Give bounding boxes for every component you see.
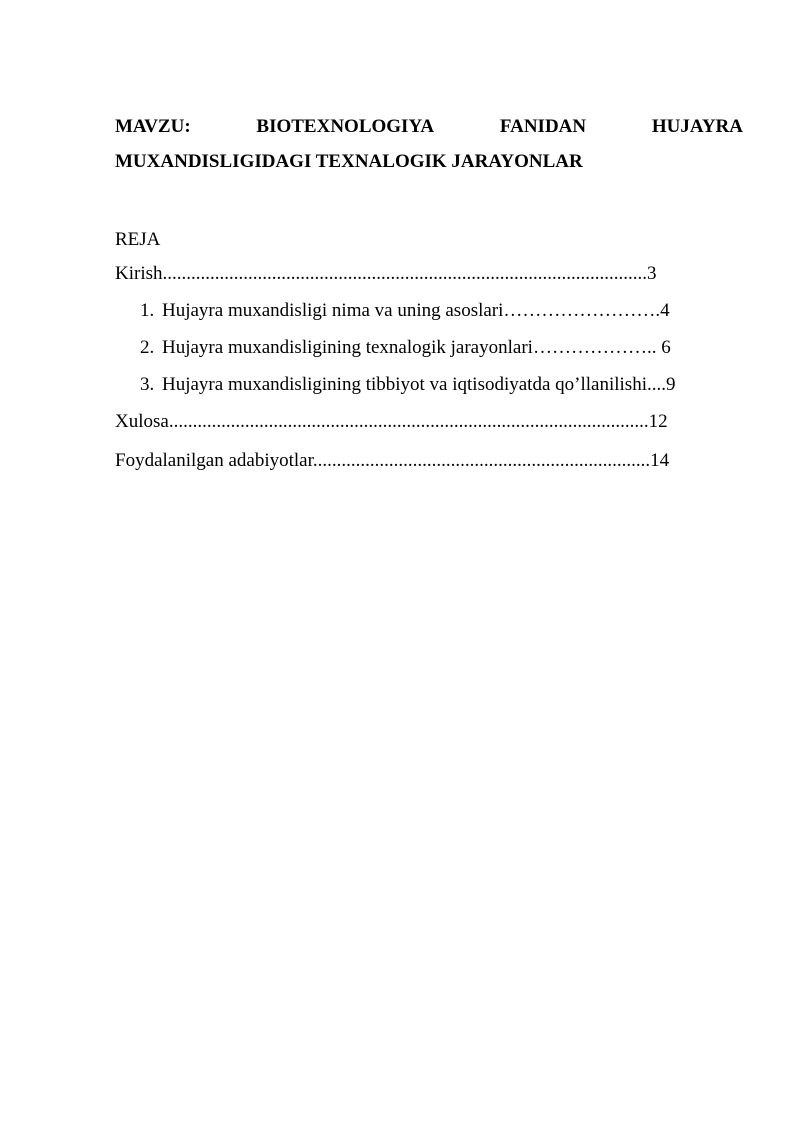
toc-entry-label: Kirish	[115, 263, 163, 284]
document-title-line-1	[115, 113, 743, 141]
toc-page-number: 9	[665, 374, 676, 395]
toc-leader: .....................................................................................................	[168, 411, 649, 432]
toc-entry-item-2	[140, 334, 671, 362]
toc-entry-label: Hujayra muxandisligi nima va uning asoslari	[162, 300, 504, 321]
document-title-line-2: MUXANDISLIGIDAGI TEXNALOGIK JARAYONLAR	[115, 151, 583, 172]
toc-leader: …………………….	[503, 300, 661, 321]
toc-item-number: 2.	[140, 337, 155, 358]
title-word: BIOTEXNOLOGIYA	[256, 116, 435, 137]
plan-heading: REJA	[115, 229, 161, 250]
toc-leader: .......................................................................	[312, 450, 651, 471]
toc-leader: ....	[646, 374, 666, 395]
toc-entry-references	[115, 447, 669, 475]
toc-entry-label: Hujayra muxandisligining tibbiyot va iqtisodiyatda qo’llanilishi	[162, 374, 647, 395]
toc-page-number: 14	[650, 450, 670, 471]
toc-page-number: 3	[647, 263, 657, 284]
toc-leader: ………………..	[532, 337, 662, 358]
toc-entry-kirish	[115, 260, 657, 288]
toc-item-number: 3.	[140, 374, 155, 395]
toc-entry-xulosa	[115, 408, 668, 436]
toc-entry-label: Hujayra muxandisligining texnalogik jarayonlari	[162, 337, 533, 358]
toc-entry-item-3	[140, 371, 675, 399]
toc-entry-item-1	[140, 297, 670, 325]
toc-leader: ......................................................................................................	[162, 263, 647, 284]
title-word: HUJAYRA	[651, 116, 743, 137]
toc-entry-label: Xulosa	[115, 411, 169, 432]
toc-page-number: 12	[648, 411, 668, 432]
title-word: MAVZU:	[115, 116, 191, 137]
toc-item-number: 1.	[140, 300, 155, 321]
title-word: FANIDAN	[499, 116, 587, 137]
toc-page-number: 6	[661, 337, 671, 358]
toc-page-number: 4	[660, 300, 670, 321]
toc-entry-label: Foydalanilgan adabiyotlar	[115, 450, 313, 471]
